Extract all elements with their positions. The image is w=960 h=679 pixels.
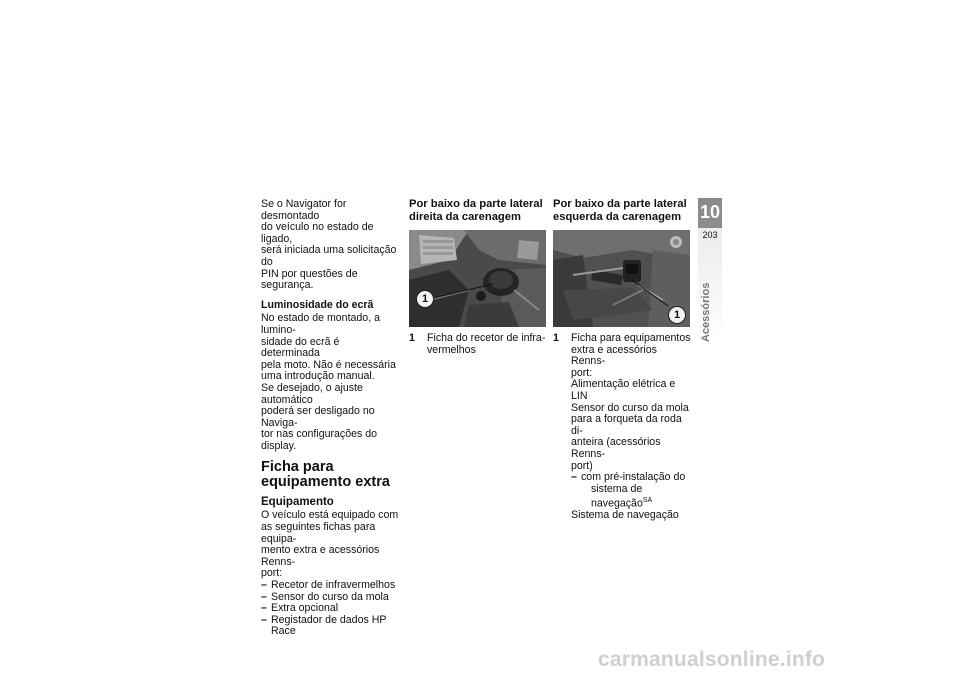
caption-line: anteira (acessórios Renns- (571, 436, 661, 460)
left-fairing-heading: Por baixo da parte lateral esquerda da carenagem (553, 198, 687, 223)
section-title (261, 460, 401, 490)
chapter-tab (698, 198, 722, 342)
right-column (553, 198, 693, 522)
page-number: 203 (702, 230, 718, 240)
left-photo-caption (553, 333, 693, 522)
section-title-line: Ficha para (261, 459, 334, 476)
dash-bullet: – (261, 613, 267, 626)
equipment-line: O veículo está equipado com (261, 509, 399, 522)
right-fairing-photo (409, 230, 546, 327)
list-item: – Extra opcional (261, 602, 339, 615)
sub-list-item: – com pré-instalação do sistema de navegação$^{SA}$ (571, 471, 686, 510)
watermark: carmanualsonline.info (598, 648, 826, 671)
caption-line: Sensor do curso da mola (571, 401, 689, 414)
chapter-number: 10 (698, 198, 722, 228)
list-item: – Recetor de infravermelhos (261, 579, 396, 592)
caption-line: port) (571, 459, 593, 472)
dash-bullet: – (261, 602, 267, 615)
equipment-heading: Equipamento (261, 496, 334, 509)
caption-line: para a forqueta da roda di- (571, 413, 682, 437)
caption-line: Ficha para equipamentos (571, 332, 691, 344)
caption-line: extra e acessórios Renns- (571, 343, 657, 368)
caption-line: port: (571, 366, 593, 379)
equipment-line: as seguintes fichas para equipa- (261, 521, 376, 545)
caption-number: 1 (553, 332, 559, 344)
caption-line: vermelhos (427, 343, 476, 356)
intro-line: Se o Navigator for desmontado (261, 198, 347, 222)
caption-number: 1 (409, 332, 415, 344)
dash-bullet: – (571, 471, 577, 484)
right-photo-caption (409, 333, 549, 356)
equipment-line: port: (261, 567, 283, 580)
caption-line: Ficha do recetor de infra- (427, 332, 546, 344)
brightness-line: sidade do ecrã é determinada (261, 335, 340, 360)
equipment-line: mento extra e acessórios Renns- (261, 544, 380, 568)
section-title-line: equipamento extra (261, 474, 390, 491)
caption-line: Alimentação elétrica e LIN (571, 378, 676, 402)
brightness-heading: Luminosidade do ecrã (261, 298, 374, 311)
middle-column (409, 198, 549, 356)
left-column (261, 199, 401, 638)
dash-bullet: – (261, 590, 267, 603)
intro-line: do veículo no estado de ligado, (261, 221, 374, 245)
brightness-line: uma introdução manual. (261, 370, 375, 383)
chapter-title: Acessórios (700, 282, 712, 342)
callout-1: 1 (668, 306, 686, 324)
left-fairing-photo (553, 230, 690, 327)
callout-1: 1 (416, 290, 434, 308)
intro-line: será iniciada uma solicitação do (261, 244, 397, 268)
right-fairing-heading: Por baixo da parte lateral direita da carenagem (409, 198, 543, 223)
caption-line: Sistema de navegação (571, 509, 679, 522)
brightness-line: Se desejado, o ajuste automático (261, 381, 363, 406)
brightness-line: poderá ser desligado no Naviga- (261, 405, 375, 429)
dash-bullet: – (261, 579, 267, 592)
brightness-line: No estado de montado, a lumino- (261, 312, 380, 336)
sa-superscript: SA (642, 497, 653, 505)
list-item: – Sensor do curso da mola (261, 590, 389, 603)
brightness-line: tor nas configurações do display. (261, 428, 378, 452)
engine-photo-image (409, 230, 546, 327)
list-item: – Registador de dados HP Race (261, 613, 387, 638)
intro-line: PIN por questões de segurança. (261, 267, 358, 292)
brightness-line: pela moto. Não é necessária (261, 358, 396, 371)
